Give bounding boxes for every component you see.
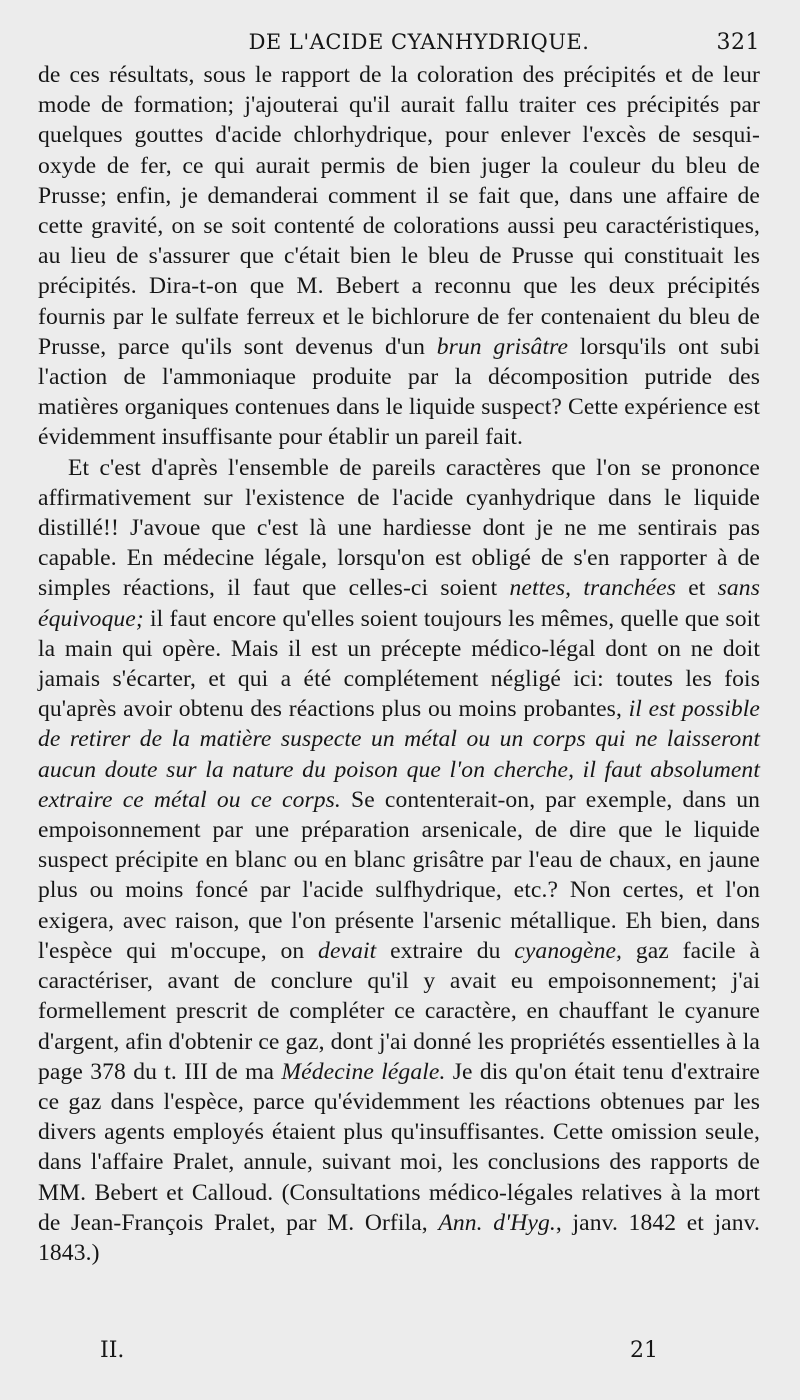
text-run: de ces résultats, sous le rapport de la coloration des précipités et de leur mode de formation; j'ajouterai qu'il aurait fallu traiter ces précipités par quelques gouttes d'acide chlorhydrique, pour enlever l'excès de sesqui-oxyde de fer, ce qui aurait permis de bien juger la couleur du bleu de Prusse; enfin, je demanderai comment il se fait que, dans une affaire de cette gravité, on se soit contenté de colorations aussi peu caractéristiques, au lieu de s'assurer que c'était bien le bleu de Prusse qui constituait les précipités. Dira-t-on que M. Bebert a reconnu que les deux précipités fournis par le sulfate ferreux et le bichlorure de fer contenaient du bleu de Prusse, parce qu'ils sont devenus d'un [38, 62, 760, 360]
text-run: , janv. 1842 et janv. 1843.) [38, 1209, 761, 1266]
italic-text: brun grisâtre [436, 333, 569, 360]
text-run: Je dis qu'on était tenu d'extraire ce gaz dans l'espèce, parce qu'évidemment les réactions obtenues par les divers agents employés étaient plus qu'insuffisantes. Cette omission seule, dans l'affaire Pralet, annule, suivant moi, les conclusions des rapports de MM. Bebert et Calloud. (Consultations médico-légales relatives à la mort de Jean-François Pralet, par M. Orfila, [38, 1058, 760, 1236]
italic-text: sans équivoque; [38, 575, 760, 632]
sheet-number: 21 [630, 1338, 658, 1363]
text-run: et [675, 575, 718, 602]
text-run: Se contenterait-on, par exemple, dans un empoisonnement par une préparation arsenicale, de dire que le liquide suspect précipite en blanc ou en blanc grisâtre par l'eau de chaux, en jaune plus ou moins foncé par l'acide sulfhydrique, etc.? Non certes, et l'on exigera, avec raison, que l'on présente l'arsenic métallique. Eh bien, dans l'espèce qui m'occupe, on [38, 786, 760, 964]
italic-text: cyanogène, [514, 937, 623, 964]
page-number: 321 [716, 30, 760, 55]
page-footer [100, 1338, 700, 1368]
text-run: Et c'est d'après l'ensemble de pareils caractères que l'on se prononce affirmativement sur l'existence de l'acide cyanhydrique dans le liquide distillé!! J'avoue que c'est là une hardiesse dont je ne me sentirais pas capable. En médecine légale, lorsqu'on est obligé de s'en rapporter à de simples réactions, il faut que celles-ci soient [38, 454, 760, 602]
running-title: DE L'ACIDE CYANHYDRIQUE. [248, 30, 590, 54]
italic-text: nettes, tranchées [509, 575, 676, 602]
italic-text: devait [318, 937, 377, 964]
text-run: il faut encore qu'elles soient toujours les mêmes, quelle que soit la main qui opère. Mais il est un précepte médico-légal dont on ne doit jamais s'écarter, et qui a été complétement négligé ici: toutes les fois qu'après avoir obtenu des réactions plus ou moins probantes, [38, 605, 760, 723]
signature-mark: II. [100, 1338, 125, 1363]
text-run: gaz facile à caractériser, avant de conclure qu'il y avait eu empoisonnement; j'ai formellement prescrit de compléter ce caractère, en chauffant le cyanure d'argent, afin d'obtenir ce gaz, dont j'ai donné les propriétés essentielles à la page 378 du t. III de ma [38, 937, 760, 1085]
page-header [38, 30, 760, 60]
italic-text: il est possible de retirer de la matière suspecte un métal ou un corps qui ne laisseront aucun doute sur la nature du poison que l'on cherche, il faut absolument extraire ce métal ou ce corps. [38, 696, 761, 813]
paragraph [38, 453, 760, 1268]
italic-text: Médecine légale. [281, 1058, 446, 1085]
text-run: lorsqu'ils ont subi l'action de l'ammoniaque produite par la décomposition putride des matières organiques contenues dans le liquide suspect? Cette expérience est évidemment insuffisante pour établir un pareil fait. [38, 333, 760, 451]
text-run: extraire du [376, 937, 515, 964]
body-text [38, 60, 760, 1268]
italic-text: Ann. d'Hyg. [438, 1209, 556, 1236]
paragraph [38, 60, 760, 453]
